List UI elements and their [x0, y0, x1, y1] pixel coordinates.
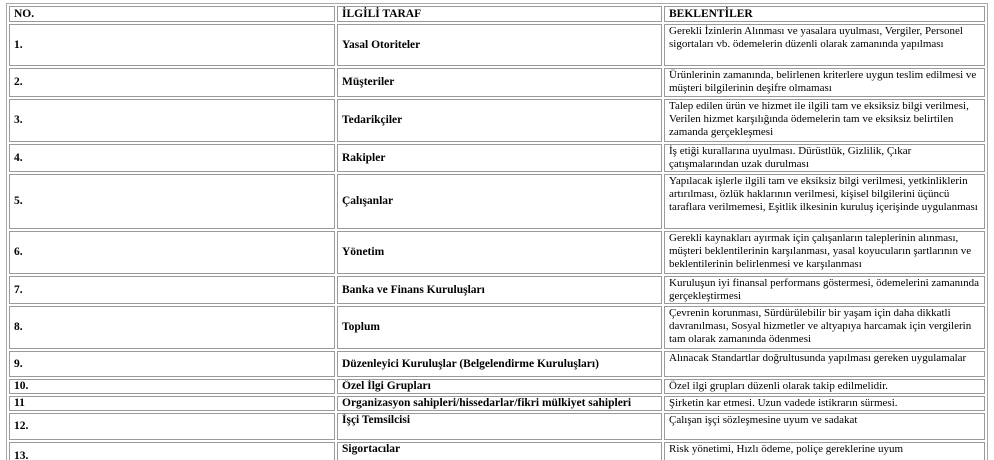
cell-no: 4. [9, 144, 335, 172]
table-row [9, 413, 985, 440]
cell-party: Sigortacılar [337, 442, 662, 460]
cell-expectation: Talep edilen ürün ve hizmet ile ilgili tam ve eksiksiz bilgi verilmesi, Verilen hizmet karşılığında ödemelerin tam ve eksiksiz belirtilen zamanda gerçekleşmesi [664, 99, 985, 142]
table-row [9, 306, 985, 349]
cell-expectation: Gerekli kaynakları ayırmak için çalışanların taleplerinin alınması, müşteri beklentilerinin karşılanması, yasal koyucuların şartlarının ve beklentilerinin belirlenmesi ve karşılanması [664, 231, 985, 274]
table-header [9, 6, 985, 22]
cell-no: 1. [9, 24, 335, 66]
cell-party: Rakipler [337, 144, 662, 172]
cell-party: Banka ve Finans Kuruluşları [337, 276, 662, 304]
cell-no: 12. [9, 413, 335, 440]
cell-party: Toplum [337, 306, 662, 349]
cell-party: Tedarikçiler [337, 99, 662, 142]
table-row [9, 379, 985, 394]
table-row [9, 276, 985, 304]
cell-expectation: Alınacak Standartlar doğrultusunda yapılması gereken uygulamalar [664, 351, 985, 377]
cell-no: 10. [9, 379, 335, 394]
cell-no: 5. [9, 174, 335, 229]
cell-party: Yasal Otoriteler [337, 24, 662, 66]
cell-no: 13. [9, 442, 335, 460]
table-row [9, 24, 985, 66]
cell-no: 7. [9, 276, 335, 304]
cell-party: Müşteriler [337, 68, 662, 97]
cell-no: 11 [9, 396, 335, 411]
cell-expectation: Yapılacak işlerle ilgili tam ve eksiksiz bilgi verilmesi, yetkinliklerin artırılması, özlük haklarının verilmesi, kişisel bilgilerini üçüncü taraflara verilmemesi, Eşitlik ilkesinin kuruluş içerişinde uygulanması [664, 174, 985, 229]
table-row [9, 396, 985, 411]
cell-no: 8. [9, 306, 335, 349]
table-body [9, 24, 985, 460]
cell-no: 2. [9, 68, 335, 97]
stakeholder-expectations-table [6, 3, 988, 460]
cell-expectation: Çalışan işçi sözleşmesine uyum ve sadakat [664, 413, 985, 440]
table-row [9, 174, 985, 229]
cell-expectation: Şirketin kar etmesi. Uzun vadede istikrarın sürmesi. [664, 396, 985, 411]
table-row [9, 144, 985, 172]
header-expectations: BEKLENTİLER [664, 6, 985, 22]
table-row [9, 442, 985, 460]
cell-expectation: Risk yönetimi, Hızlı ödeme, poliçe gereklerine uyum [664, 442, 985, 460]
cell-expectation: Özel ilgi grupları düzenli olarak takip edilmelidir. [664, 379, 985, 394]
table-row [9, 68, 985, 97]
table-row [9, 231, 985, 274]
cell-party: Çalışanlar [337, 174, 662, 229]
cell-no: 3. [9, 99, 335, 142]
cell-party: Organizasyon sahipleri/hissedarlar/fikri mülkiyet sahipleri [337, 396, 662, 411]
cell-expectation: İş etiği kurallarına uyulması. Dürüstlük, Gizlilik, Çıkar çatışmalarından uzak durulması [664, 144, 985, 172]
cell-party: İşçi Temsilcisi [337, 413, 662, 440]
cell-party: Yönetim [337, 231, 662, 274]
cell-expectation: Çevrenin korunması, Sürdürülebilir bir yaşam için daha dikkatli davranılması, Sosyal hizmetler ve altyapıya harcamak için vergilerin tam olarak zamanında ödenmesi [664, 306, 985, 349]
table-row [9, 99, 985, 142]
header-no: NO. [9, 6, 335, 22]
cell-no: 9. [9, 351, 335, 377]
cell-expectation: Kuruluşun iyi finansal performans göstermesi, ödemelerini zamanında gerçekleştirmesi [664, 276, 985, 304]
cell-party: Düzenleyici Kuruluşlar (Belgelendirme Kuruluşları) [337, 351, 662, 377]
cell-no: 6. [9, 231, 335, 274]
cell-expectation: Ürünlerinin zamanında, belirlenen kriterlere uygun teslim edilmesi ve müşteri bilgilerinin deşifre olmaması [664, 68, 985, 97]
header-party: İLGİLİ TARAF [337, 6, 662, 22]
table-row [9, 351, 985, 377]
cell-expectation: Gerekli İzinlerin Alınması ve yasalara uyulması, Vergiler, Personel sigortaları vb. ödemelerin düzenli olarak zamanında yapılması [664, 24, 985, 66]
cell-party: Özel İlgi Grupları [337, 379, 662, 394]
header-row [9, 6, 985, 22]
